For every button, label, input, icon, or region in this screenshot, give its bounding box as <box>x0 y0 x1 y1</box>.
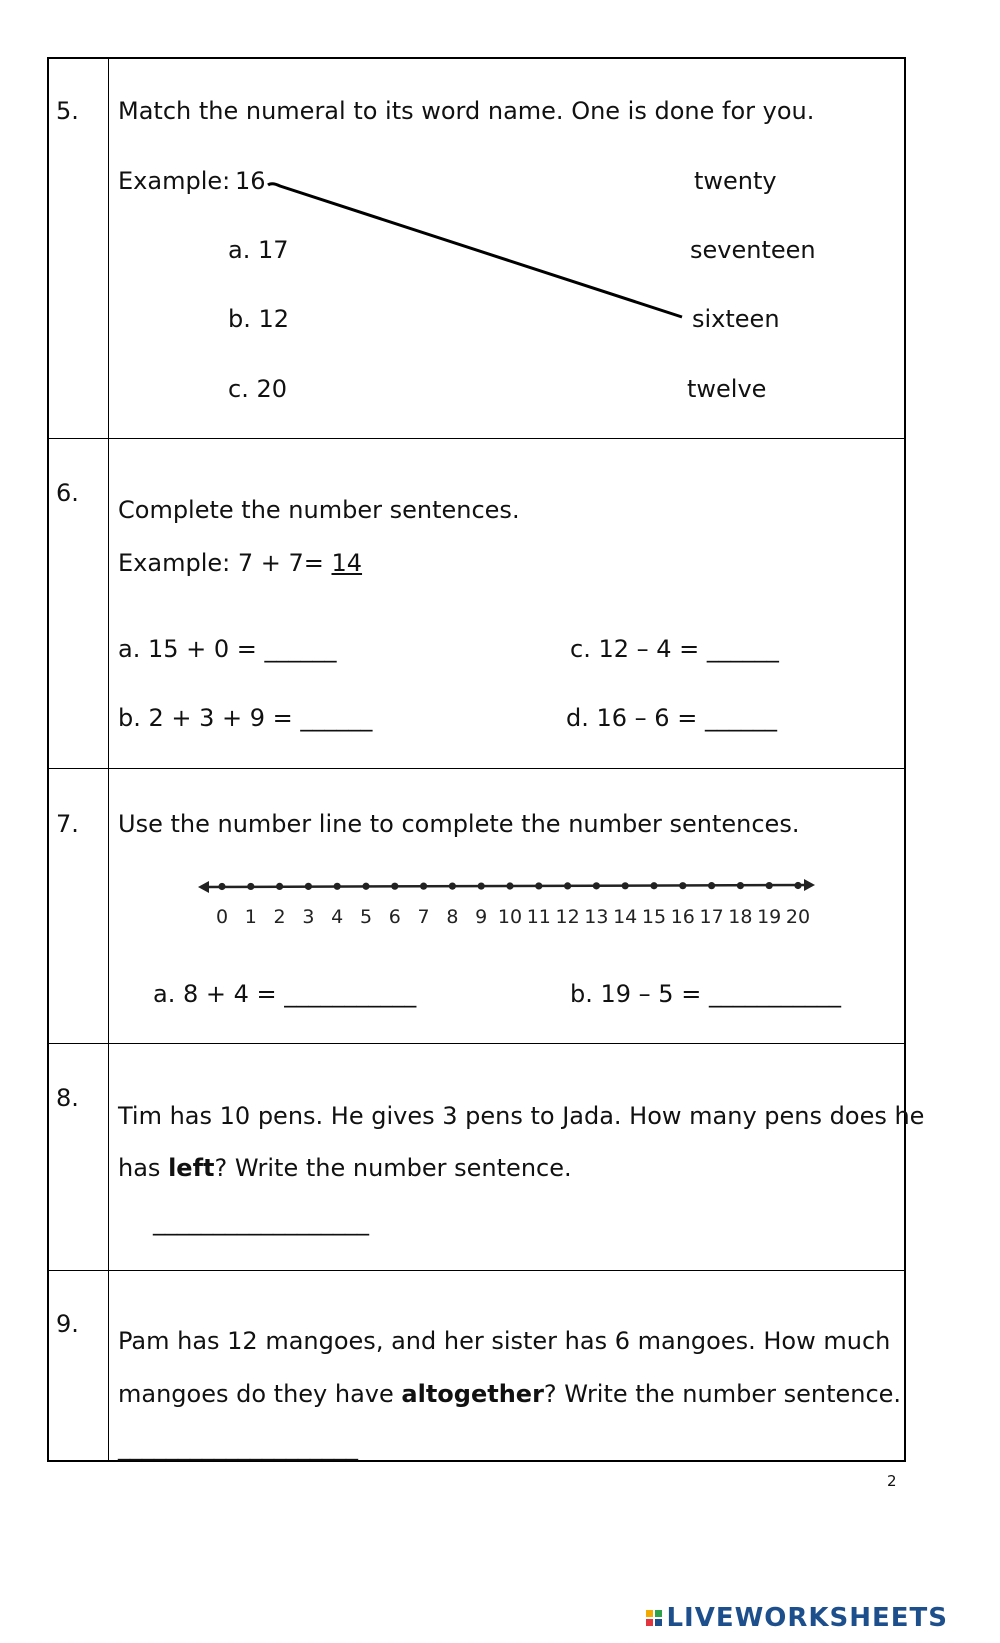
number-line-label: 6 <box>388 906 401 928</box>
number-line-label: 19 <box>757 906 782 928</box>
number-line-label: 18 <box>728 906 753 928</box>
equation-text: b. 2 + 3 + 9 = <box>118 704 293 732</box>
example-value: 16 <box>235 167 266 195</box>
number-line-label: 20 <box>785 906 811 928</box>
number-line-point <box>622 882 629 889</box>
number-line-label: 2 <box>273 906 286 928</box>
answer-blank[interactable]: ______ <box>706 635 779 663</box>
equation-text: c. 12 – 4 = <box>570 635 700 663</box>
number-line-label: 5 <box>359 906 373 928</box>
keyword: altogether <box>401 1380 544 1408</box>
page-number: 2 <box>887 1472 897 1490</box>
answer-blank[interactable]: ______ <box>264 635 337 663</box>
question-number: 7. <box>56 810 79 838</box>
equation-text: b. 19 – 5 = <box>570 980 702 1008</box>
example-equation: Example: 7 + 7= <box>118 549 324 577</box>
number-line-label: 12 <box>555 906 580 928</box>
example-label: Example: <box>118 167 231 195</box>
number-line-point <box>708 882 715 889</box>
answer-blank[interactable]: ______ <box>704 704 777 732</box>
question-number: 8. <box>56 1084 79 1112</box>
answer-blank[interactable]: ___________ <box>284 980 417 1008</box>
question-number: 9. <box>56 1310 79 1338</box>
text: mangoes do they have <box>118 1380 402 1408</box>
number-line-label: 17 <box>699 906 724 928</box>
watermark-text: LIVEWORKSHEETS <box>666 1603 948 1633</box>
text: has <box>118 1154 169 1182</box>
number-line-point <box>334 883 341 890</box>
number-line-point <box>247 883 254 890</box>
equation-text: a. 8 + 4 = <box>153 980 277 1008</box>
number-line <box>195 870 825 940</box>
question-number: 6. <box>56 479 79 507</box>
question-number: 5. <box>56 97 79 125</box>
number-line-label: 7 <box>417 906 430 928</box>
equation-a <box>118 634 337 664</box>
instruction: Match the numeral to its word name. One is done for you. <box>118 97 815 125</box>
number-line-point <box>506 882 513 889</box>
equation-text: a. 15 + 0 = <box>118 635 257 663</box>
question-text-line-1: Tim has 10 pens. He gives 3 pens to Jada. How many pens does he <box>118 1102 925 1130</box>
number-line-label: 16 <box>670 906 695 928</box>
number-line-point <box>766 882 773 889</box>
equation-d <box>566 703 777 733</box>
number-line-label: 0 <box>215 906 229 928</box>
number-line-point <box>737 882 744 889</box>
answer-blank[interactable]: ____________________ <box>118 1433 358 1461</box>
answer-blank[interactable]: ______ <box>300 704 373 732</box>
question-text-line-2 <box>118 1153 572 1183</box>
number-line-label: 4 <box>331 906 344 928</box>
number-line-label: 10 <box>497 906 523 928</box>
right-item[interactable]: twelve <box>687 375 767 403</box>
number-line-point <box>794 882 801 889</box>
number-line-point <box>650 882 657 889</box>
number-line-label: 15 <box>641 906 667 928</box>
number-line-label: 3 <box>302 906 315 928</box>
number-line-point <box>218 883 225 890</box>
number-line-point <box>593 882 600 889</box>
number-line-point <box>535 882 542 889</box>
keyword: left <box>168 1154 215 1182</box>
equation-text: d. 16 – 6 = <box>566 704 698 732</box>
number-line-label: 13 <box>584 906 609 928</box>
number-line-label: 14 <box>613 906 638 928</box>
text: ? Write the number sentence. <box>214 1154 572 1182</box>
number-line-label: 11 <box>526 906 551 928</box>
left-item[interactable]: c. 20 <box>228 375 287 403</box>
watermark-logo <box>646 1603 948 1633</box>
number-line-label: 1 <box>244 906 257 928</box>
left-item[interactable]: a. 17 <box>228 236 289 264</box>
question-text-line-1: Pam has 12 mangoes, and her sister has 6 mangoes. How much <box>118 1327 891 1355</box>
equation-b <box>118 703 372 733</box>
answer-blank[interactable]: ___________ <box>708 980 841 1008</box>
number-line-point <box>478 882 485 889</box>
right-item[interactable]: sixteen <box>692 305 780 333</box>
example-answer: 14 <box>331 549 363 577</box>
left-item[interactable]: b. 12 <box>228 305 290 333</box>
equation-a <box>153 979 416 1009</box>
number-line-point <box>362 883 369 890</box>
equation-b <box>570 979 841 1009</box>
equation-c <box>570 634 779 664</box>
number-line-label: 8 <box>446 906 459 928</box>
instruction: Use the number line to complete the number sentences. <box>118 810 800 838</box>
question-text-line-2 <box>118 1379 901 1409</box>
number-line-point <box>276 883 283 890</box>
text: ? Write the number sentence. <box>543 1380 902 1408</box>
example-text <box>118 548 362 578</box>
number-line-point <box>679 882 686 889</box>
number-line-point <box>564 882 571 889</box>
right-item[interactable]: twenty <box>694 167 777 195</box>
number-line-point <box>420 883 427 890</box>
right-item[interactable]: seventeen <box>690 236 816 264</box>
number-line-label: 9 <box>475 906 488 928</box>
number-line-point <box>449 883 456 890</box>
number-line-point <box>305 883 312 890</box>
example-match-line <box>0 0 1000 440</box>
arrow-left-icon <box>198 881 209 893</box>
arrow-right-icon <box>804 879 815 891</box>
number-line-point <box>391 883 398 890</box>
instruction: Complete the number sentences. <box>118 496 520 524</box>
logo-icon <box>646 1610 662 1626</box>
answer-blank[interactable]: __________________ <box>153 1208 369 1236</box>
